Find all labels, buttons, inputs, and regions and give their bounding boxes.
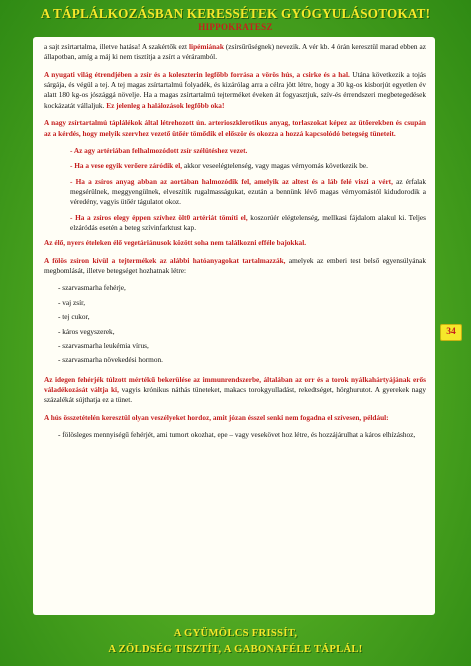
paragraph-8: - fölösleges mennyiségű fehérjét, ami tumort okozhat, epe – vagy vesekövet hoz létre, és hozzájárulhat a káros elhízáshoz, — [58, 430, 416, 440]
list-item: - káros vegyszerek, — [58, 326, 115, 336]
paragraph-3: A nagy zsírtartalmú táplálékok által létrehozott ún. arterioszklerotikus anyag, torlaszokat képez az ütőerekben és csupán az a kérdés, hogy melyik szervhez vezető ütőér tömődik el először és okozza a hozzá kapcsolódó betegség tüneteit. — [44, 118, 426, 138]
paragraph-7: A hús összetételén keresztül olyan veszélyeket hordoz, amit józan ésszel senki nem fogadna el szívesen, például: — [44, 412, 389, 422]
bullet-2: - Ha a vese egyik verőere záródik el, akkor veseelégtelenség, vagy magas vérnyomás következik be. — [70, 161, 368, 171]
paragraph-6: Az idegen fehérjék túlzott mértékű bekerülése az immunrendszerbe, általában az orr és a torok nyálkahártyájának erős váladékozását váltja ki, vagyis krónikus náthás tüneteket, makacs torokgyulladást, rekedtséget, hörghurutot. A gyerekek nagy százalékát sújthatja ez a tünet. — [44, 374, 426, 405]
highlight-term: lipémiának — [189, 42, 224, 51]
list-item: - vaj zsír, — [58, 297, 86, 307]
page-subtitle: HIPPOKRATESZ — [198, 22, 273, 32]
bullet-3: - Ha a zsíros anyag abban az aortában halmozódik fel, amelyik az altest és a láb felé viszi a vért, az érfalak megsérülnek, meggyengülnek, elveszítik rugalmasságukat, ezután a bennünk lévő magas vérnyomástól kidudorodik a véredény, vagyis ütőér tágulatot okoz. — [70, 176, 426, 207]
bullet-4: - Ha a zsíros elegy éppen szívhez ölt0 artériát tömíti el, koszorúér elégtelenség, mellkasi fájdalom alakul ki. Teljes elzáródás esetén a beteg szívinfarktust kap. — [70, 212, 426, 233]
paragraph-1: a sajt zsírtartalma, illetve hatása! A szakértők ezt lipémiának (zsírsűrűségnek) nevezik. A vér kb. 4 órán keresztül marad ebben az állapotban, amíg a máj ki nem tisztítja a zsírt a véráramból. — [44, 42, 426, 62]
article-body — [33, 37, 435, 615]
list-item: - tej cukor, — [58, 312, 90, 322]
list-item: - szarvasmarha növekedési hormon. — [58, 355, 163, 365]
page-title: A TÁPLÁLKOZÁSBAN KERESSÉTEK GYÓGYULÁSOTOKAT! — [40, 6, 431, 21]
list-item: - szarvasmarha leukémia vírus, — [58, 340, 149, 350]
footer-slogan-line-1: A GYÜMÖLCS FRISSÍT, — [173, 628, 298, 639]
paragraph-5: A fölös zsíron kívül a tejtermékek az alábbi hatóanyagokat tartalmazzák, amelyek az emberi test belső egyensúlyának megbomlását, illetve betegséget hozhatnak létre: — [44, 255, 427, 276]
paragraph-4: Az élő, nyers ételeken élő vegetáriánusok között soha nem találkozni efféle bajokkal. — [44, 238, 307, 248]
footer-slogan-line-2: A ZÖLDSÉG TISZTÍT, A GABONAFÉLE TÁPLÁL! — [108, 644, 363, 655]
page-number-badge: 34 — [440, 324, 462, 341]
paragraph-2: A nyugati világ étrendjében a zsír és a koleszterin legfőbb forrása a vörös hús, a csirke és a hal. Utána következik a tojás sárgája, és végül a tej. A tej magas zsírtartalmú folyadék, és kizárólag arra a célra jött létre, hogy a 30 kg-os kisborjút egyetlen év alatt 180 kg-os jószággá növelje. Ha a magas zsírtartalmú tejterméket éveken át fogyasztjuk, szív-és érrendszeri megbetegedések kockázatát vállaljuk. Ez jelenleg a halálozások legfőbb oka! — [44, 69, 426, 110]
list-item: - szarvasmarha fehérje, — [58, 283, 126, 293]
bullet-1: - Az agy artériában felhalmozódott zsír szélütéshez vezet. — [70, 145, 248, 155]
